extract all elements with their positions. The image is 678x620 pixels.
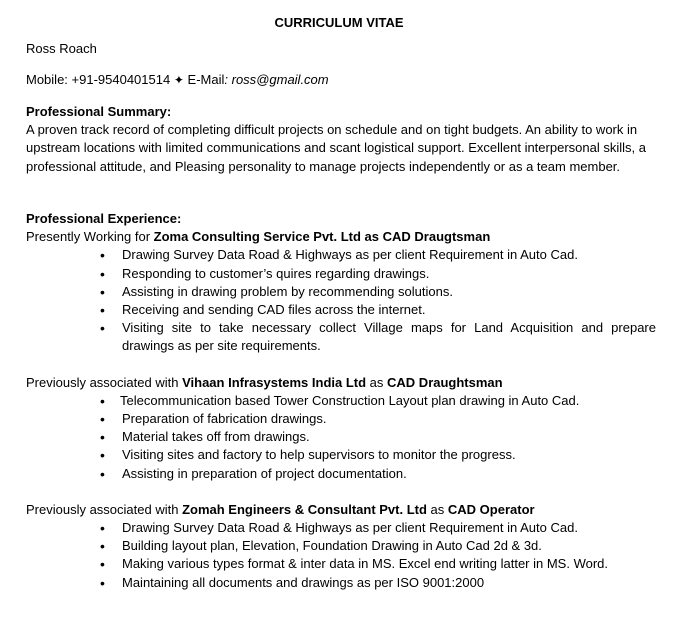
bullet-icon: • (100, 556, 105, 573)
summary-section (26, 103, 656, 176)
job-company: Vihaan Infrasystems India Ltd (182, 374, 367, 390)
mobile-label: Mobile: (26, 72, 72, 87)
duty-item (26, 537, 656, 555)
job-connector: as (366, 374, 388, 390)
job-prefix: Previously associated with (26, 501, 183, 517)
bullet-icon: • (100, 411, 105, 428)
bullet-icon: • (100, 429, 105, 446)
bullet-icon: • (100, 447, 105, 464)
duty-item (26, 428, 656, 446)
duty-item (26, 246, 656, 264)
job-role: CAD Operator (447, 501, 535, 517)
bullet-icon: • (100, 574, 105, 591)
job-role: CAD Draughtsman (387, 374, 503, 390)
duty-text: Material takes off from drawings. (122, 429, 310, 445)
bullet-icon: • (100, 320, 105, 337)
duty-text: Making various types format & inter data in MS. Excel end writing latter in MS. Word. (122, 556, 609, 572)
bullet-icon: • (100, 465, 105, 482)
duty-text: Building layout plan, Elevation, Foundation Drawing in Auto Cad 2d & 3d. (122, 538, 542, 554)
duty-text: Drawing Survey Data Road & Highways as per client Requirement in Auto Cad. (122, 520, 578, 536)
duty-text: Responding to customer’s quires regarding drawings. (122, 265, 430, 281)
summary-text: A proven track record of completing difficult projects on schedule and on tight budgets. An ability to work in upstream locations with limited communications and scant logistical support. Excellent interpersonal skills, a professional attitude, and Pleasing personality to manage projects independently or as a team member. (26, 122, 646, 174)
contact-line (26, 71, 329, 89)
job-prefix: Presently Working for (26, 229, 154, 245)
duty-item (26, 519, 656, 537)
mobile-number: +91-9540401514 (71, 72, 171, 87)
duty-item (26, 319, 656, 355)
bullet-icon: • (100, 247, 105, 264)
duty-item (26, 392, 656, 410)
duty-list (26, 392, 656, 483)
email-colon: : (224, 72, 228, 87)
job-connector: as (426, 501, 448, 517)
job-prefix: Previously associated with (26, 374, 183, 390)
duty-text: Receiving and sending CAD files across the internet. (122, 302, 426, 318)
duty-text: Visiting site to take necessary collect Village maps for Land Acquisition and prepare drawings as per site requirements. (122, 320, 656, 354)
duty-text: Visiting sites and factory to help supervisors to monitor the progress. (122, 447, 516, 463)
duty-text: Drawing Survey Data Road & Highways as per client Requirement in Auto Cad. (122, 247, 578, 263)
duty-item (26, 410, 656, 428)
duty-item (26, 555, 656, 573)
email-address: ross@gmail.com (231, 72, 329, 87)
job-company: Zomah Engineers & Consultant Pvt. Ltd (182, 501, 427, 517)
bullet-icon: • (100, 538, 105, 555)
candidate-name: Ross Roach (26, 41, 97, 56)
experience-section (26, 210, 656, 610)
bullet-icon: • (100, 302, 105, 319)
duty-item (26, 301, 656, 319)
duty-item (26, 265, 656, 283)
duty-text: Assisting in drawing problem by recommending solutions. (122, 283, 453, 299)
duty-list (26, 246, 656, 355)
duty-item (26, 283, 656, 301)
duty-item (26, 446, 656, 464)
duty-text: Preparation of fabrication drawings. (122, 411, 327, 427)
document-title: CURRICULUM VITAE (274, 15, 404, 30)
bullet-icon: • (100, 265, 105, 282)
duty-text: Assisting in preparation of project documentation. (122, 465, 407, 481)
separator-star-icon: ✦ (173, 73, 184, 87)
experience-heading: Professional Experience: (26, 211, 182, 226)
duty-list (26, 519, 656, 592)
email-label: E-Mail (187, 72, 225, 87)
duty-item (26, 465, 656, 483)
bullet-icon: • (100, 392, 105, 409)
duty-text: Maintaining all documents and drawings as per ISO 9001:2000 (122, 574, 485, 590)
job-entry (26, 374, 656, 483)
job-entry (26, 501, 656, 592)
duty-text: Telecommunication based Tower Construction Layout plan drawing in Auto Cad. (120, 392, 580, 408)
job-title-line (26, 374, 656, 392)
job-title-line (26, 501, 656, 519)
bullet-icon: • (100, 520, 105, 537)
duty-item (26, 574, 656, 592)
summary-heading: Professional Summary: (26, 104, 172, 119)
job-company: Zoma Consulting Service Pvt. Ltd as CAD Draugtsman (153, 229, 491, 245)
bullet-icon: • (100, 283, 105, 300)
job-title-line (26, 228, 656, 246)
job-entry (26, 228, 656, 355)
